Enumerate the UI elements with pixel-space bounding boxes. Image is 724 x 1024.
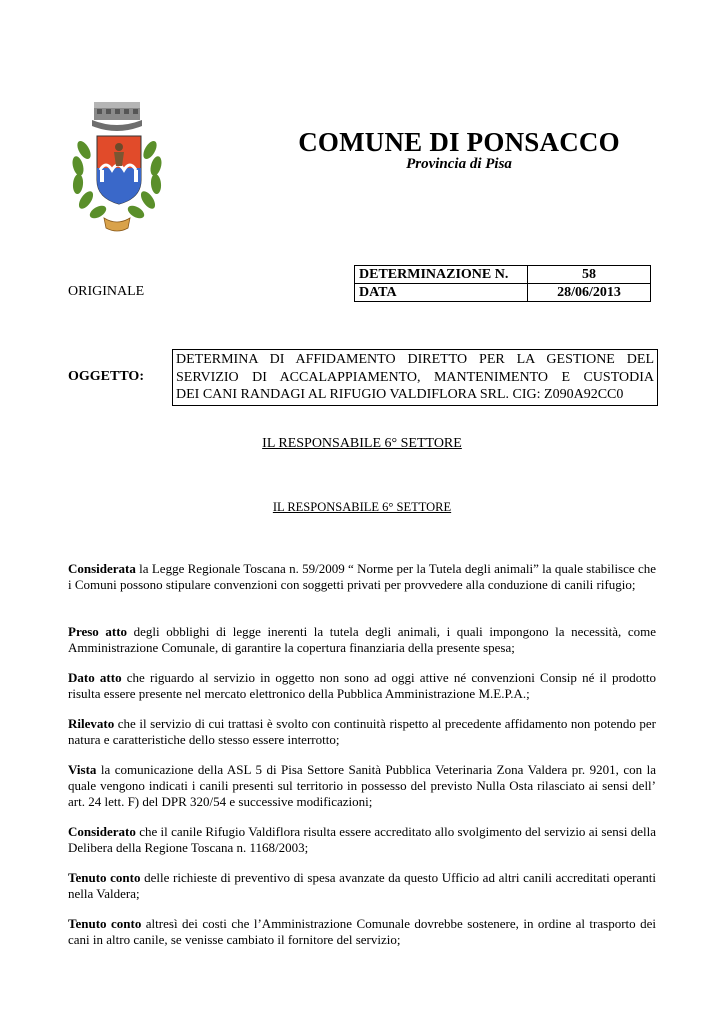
- section-heading-primary: IL RESPONSABILE 6° SETTORE: [262, 436, 462, 451]
- municipality-title: COMUNE DI PONSACCO: [298, 127, 620, 157]
- paragraph-text: altresì dei costi che l’Amministrazione Comunale dovrebbe sostenere, in ordine al trasporto dei cani in altro canile, se venisse cambiato il fornitore del servizio;: [68, 916, 656, 948]
- paragraph-text: delle richieste di preventivo di spesa avanzate da questo Ufficio ad altri canili accreditati operanti nella Valdera;: [68, 870, 656, 902]
- paragraph-tenuto-conto-1: [68, 870, 656, 902]
- paragraph-lead: Dato atto: [68, 670, 122, 685]
- paragraph-considerato: [68, 824, 656, 856]
- paragraph-dato-atto: [68, 670, 656, 702]
- paragraph-text: la comunicazione della ASL 5 di Pisa Settore Sanità Pubblica Veterinaria Zona Valdera pr. 9201, con la quale vengono indicati i canili presenti sul territorio in possesso del previsto Nulla Osta rilasciato ai sensi dell’ art. 24 lett. F) del DPR 320/54 e successive modificazioni;: [68, 762, 656, 810]
- determination-number-label: DETERMINAZIONE N.: [355, 266, 528, 284]
- paragraph-text: che riguardo al servizio in oggetto non sono ad oggi attive né convenzioni Consip né il prodotto risulta essere presente nel mercato elettronico della Pubblica Amministrazione M.E.P.A.;: [68, 670, 656, 702]
- paragraph-lead: Considerata: [68, 561, 136, 576]
- province-subtitle: Provincia di Pisa: [406, 156, 512, 172]
- document-status: ORIGINALE: [68, 284, 145, 299]
- paragraph-preso-atto: [68, 624, 656, 656]
- paragraph-lead: Rilevato: [68, 716, 115, 731]
- subject-text-main: DETERMINA DI AFFIDAMENTO DIRETTO PER LA GESTIONE DEL SERVIZIO DI ACCALAPPIAMENTO, MANTENIMENTO E CUSTODIA: [176, 352, 654, 385]
- subject-box: [172, 349, 658, 406]
- determination-date: 28/06/2013: [528, 284, 651, 302]
- determination-table: [354, 265, 651, 302]
- paragraph-tenuto-conto-2: [68, 916, 656, 948]
- paragraph-lead: Preso atto: [68, 624, 128, 639]
- paragraph-lead: Tenuto conto: [68, 870, 141, 885]
- paragraph-text: che il servizio di cui trattasi è svolto con continuità rispetto al precedente affidamento non potendo per natura e caratteristiche dello stesso essere interrotto;: [68, 716, 656, 748]
- paragraph-text: che il canile Rifugio Valdiflora risulta essere accreditato allo svolgimento del servizio ai sensi della Delibera della Regione Toscana n. 1168/2003;: [68, 824, 656, 856]
- table-row: [355, 284, 651, 302]
- subject-label: OGGETTO:: [68, 369, 144, 384]
- paragraph-vista: [68, 762, 656, 811]
- section-heading-secondary: IL RESPONSABILE 6° SETTORE: [272, 500, 452, 514]
- paragraph-lead: Tenuto conto: [68, 916, 142, 931]
- subject-text-last: DEI CANI RANDAGI AL RIFUGIO VALDIFLORA SRL. CIG: Z090A92CC0: [176, 387, 624, 402]
- paragraph-text: la Legge Regionale Toscana n. 59/2009 “ Norme per la Tutela degli animali” la quale stabilisce che i Comuni possono stipulare convenzioni con soggetti privati per provvedere alla conduzione di canili rifugio;: [68, 561, 656, 593]
- municipal-crest-icon: [64, 100, 170, 236]
- paragraph-considerata: [68, 561, 656, 593]
- paragraph-lead: Vista: [68, 762, 97, 777]
- paragraph-lead: Considerato: [68, 824, 136, 839]
- paragraph-rilevato: [68, 716, 656, 748]
- determination-number: 58: [528, 266, 651, 284]
- paragraph-text: degli obblighi di legge inerenti la tutela degli animali, i quali impongono la necessità, come Amministrazione Comunale, di garantire la copertura finanziaria della presente spesa;: [68, 624, 656, 656]
- table-row: [355, 266, 651, 284]
- determination-date-label: DATA: [355, 284, 528, 302]
